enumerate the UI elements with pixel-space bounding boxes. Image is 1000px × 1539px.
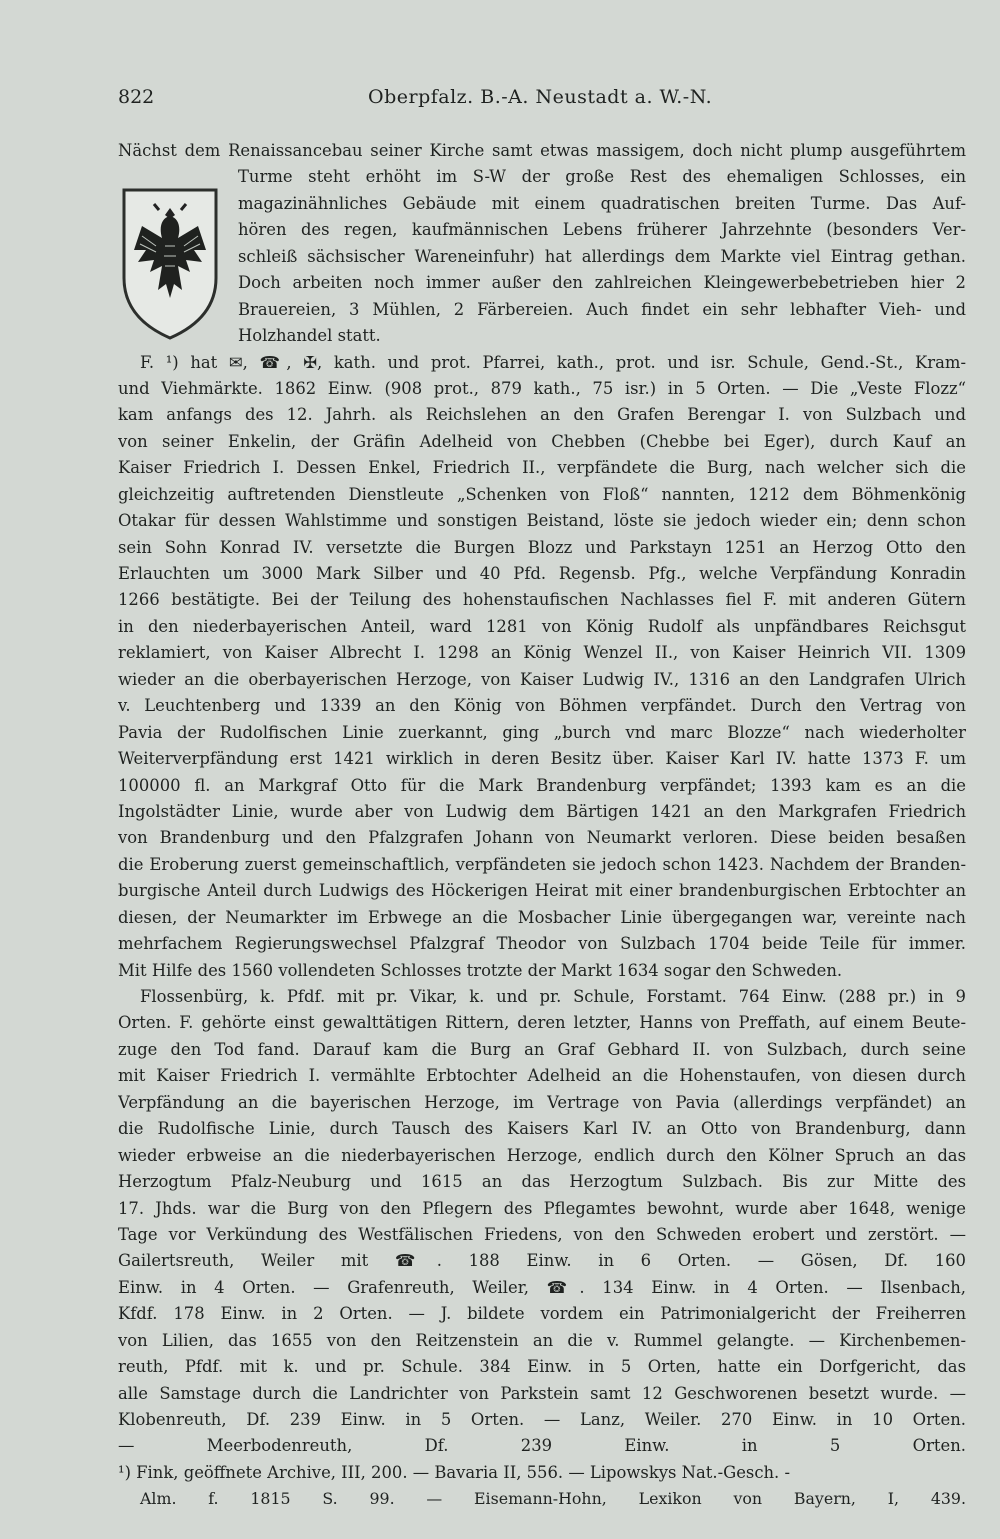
text-line: Doch arbeiten noch immer außer den zahlreichen Kleingewerbebetrieben hier 2 (238, 273, 966, 293)
text-line: die Eroberung zuerst gemeinschaftlich, verpfändeten sie jedoch schon 1423. Nachdem der Branden- (118, 854, 966, 874)
text-line: mehrfachem Regierungswechsel Pfalzgraf Theodor von Sulzbach 1704 beide Teile für immer. (118, 934, 966, 954)
text-line: Flossenbürg, k. Pfdf. mit pr. Vikar, k. und pr. Schule, Forstamt. 764 Einw. (288 pr.) in 9 (140, 987, 966, 1006)
text-line: von Lilien, das 1655 von den Reitzenstein an die v. Rummel gelangte. — Kirchenbemen- (118, 1330, 966, 1350)
text-line: gleichzeitig auftretenden Dienstleute „Schenken von Floß“ nannten, 1212 dem Böhmenkönig (118, 484, 966, 504)
text-line: kam anfangs des 12. Jahrh. als Reichslehen an den Grafen Berengar I. von Sulzbach und (118, 405, 966, 425)
text-line: F. ¹) hat ✉, ☎, ✠, kath. und prot. Pfarrei, kath., prot. und isr. Schule, Gend.-St., Kram- (140, 352, 966, 372)
text-line: von Brandenburg und den Pfalzgrafen Johann von Neumarkt verloren. Diese beiden besaßen (118, 828, 966, 848)
text-line: — Meerbodenreuth, Df. 239 Einw. in 5 Orten. (118, 1436, 966, 1456)
text-line: von seiner Enkelin, der Gräfin Adelheid von Chebben (Chebbe bei Eger), durch Kauf an (118, 431, 966, 451)
text-line: schleiß sächsischer Wareneinfuhr) hat allerdings dem Markte viel Eintrag gethan. (238, 246, 966, 266)
text-line: Klobenreuth, Df. 239 Einw. in 5 Orten. — Lanz, Weiler. 270 Einw. in 10 Orten. (118, 1410, 966, 1429)
text-line: reklamiert, von Kaiser Albrecht I. 1298 an König Wenzel II., von Kaiser Heinrich VII. 1309 (118, 643, 966, 663)
text-line: Otakar für dessen Wahlstimme und sonstigen Beistand, löste sie jedoch wieder ein; denn schon (118, 511, 966, 531)
text-line: Orten. F. gehörte einst gewalttätigen Rittern, deren letzter, Hanns von Preffath, auf einem Beute- (118, 1013, 966, 1033)
text-line: alle Samstage durch die Landrichter von Parkstein samt 12 Geschworenen besetzt wurde. — (118, 1383, 966, 1403)
running-head: Oberpfalz. B.-A. Neustadt a. W.-N. (368, 86, 713, 108)
text-line: Kfdf. 178 Einw. in 2 Orten. — J. bildete vordem ein Patrimonialgericht der Freiherren (118, 1304, 966, 1324)
text-line: Ingolstädter Linie, wurde aber von Ludwig dem Bärtigen 1421 an den Markgrafen Friedrich (118, 801, 966, 821)
text-line: und Viehmärkte. 1862 Einw. (908 prot., 879 kath., 75 isr.) in 5 Orten. — Die „Veste Flozz“ (118, 378, 966, 398)
text-line: in den niederbayerischen Anteil, ward 1281 von König Rudolf als unpfändbares Reichsgut (118, 616, 966, 636)
text-line: Mit Hilfe des 1560 vollendeten Schlosses trotzte der Markt 1634 sogar den Schweden. (118, 960, 843, 980)
text-line: magazinähnliches Gebäude mit einem quadratischen breiten Turme. Das Auf- (238, 193, 966, 213)
page-header (118, 86, 904, 116)
text-line: Tage vor Verkündung des Westfälischen Friedens, von den Schweden erobert und zerstört. — (118, 1224, 966, 1244)
text-line: Holzhandel statt. (238, 326, 381, 346)
footnote-line (118, 1513, 966, 1539)
body-text (118, 138, 966, 1539)
text-line: burgische Anteil durch Ludwigs des Höckerigen Heirat mit einer brandenburgischen Erbtochter an (118, 881, 966, 901)
text-line: Herzogtum Pfalz-Neuburg und 1615 an das Herzogtum Sulzbach. Bis zur Mitte des (118, 1172, 966, 1192)
text-line: Einw. in 4 Orten. — Grafenreuth, Weiler, ☎. 134 Einw. in 4 Orten. — Ilsenbach, (118, 1277, 966, 1297)
text-line: mit Kaiser Friedrich I. vermählte Erbtochter Adelheid an die Hohenstaufen, von diesen durch (118, 1066, 966, 1086)
text-line: Weiterverpfändung erst 1421 wirklich in deren Besitz über. Kaiser Karl IV. hatte 1373 F. um (118, 749, 966, 769)
text-line: Erlauchten um 3000 Mark Silber und 40 Pfd. Regensb. Pfg., welche Verpfändung Konradin (118, 564, 966, 583)
text-line: wieder erbweise an die niederbayerischen Herzoge, endlich durch den Kölner Spruch an das (118, 1145, 966, 1165)
text-line: reuth, Pfdf. mit k. und pr. Schule. 384 Einw. in 5 Orten, hatte ein Dorfgericht, das (118, 1357, 966, 1377)
page-number: 822 (118, 86, 155, 108)
text-line: wieder an die oberbayerischen Herzoge, von Kaiser Ludwig IV., 1316 an den Landgrafen Ulrich (118, 669, 966, 689)
text-line: Gailertsreuth, Weiler mit ☎. 188 Einw. in 6 Orten. — Gösen, Df. 160 (118, 1251, 966, 1271)
text-line: 100000 fl. an Markgraf Otto für die Mark Brandenburg verpfändet; 1393 kam es an die (118, 775, 966, 795)
text-line: Brauereien, 3 Mühlen, 2 Färbereien. Auch findet ein sehr lebhafter Vieh- und (238, 299, 966, 319)
text-line: 1266 bestätigte. Bei der Teilung des hohenstaufischen Nachlasses fiel F. mit anderen Gütern (118, 590, 966, 610)
text-line: die Rudolfische Linie, durch Tausch des Kaisers Karl IV. an Otto von Brandenburg, dann (118, 1119, 966, 1139)
text-line: Pavia der Rudolfischen Linie zuerkannt, ging „burch vnd marc Blozze“ nach wiederholter (118, 722, 966, 742)
text-line: hören des regen, kaufmännischen Lebens früherer Jahrzehnte (besonders Ver- (238, 220, 966, 240)
text-line: Turme steht erhöht im S-W der große Rest des ehemaligen Schlosses, ein (238, 167, 966, 187)
text-line: diesen, der Neumarkter im Erbwege an die Mosbacher Linie übergegangen war, vereinte nach (118, 907, 966, 927)
footnote-line: Alm. f. 1815 S. 99. — Eisemann-Hohn, Lexikon von Bayern, I, 439. (140, 1489, 966, 1509)
text-line: ¹) Fink, geöffnete Archive, III, 200. — Bavaria II, 556. — Lipowskys Nat.-Gesch. - (118, 1462, 791, 1482)
text-line: v. Leuchtenberg und 1339 an den König von Böhmen verpfändet. Durch den Vertrag von (118, 696, 966, 716)
text-line: zuge den Tod fand. Darauf kam die Burg an Graf Gebhard II. von Sulzbach, durch seine (118, 1039, 966, 1059)
text-line: Verpfändung an die bayerischen Herzoge, im Vertrage von Pavia (allerdings verpfändet) an (118, 1092, 966, 1112)
text-line: sein Sohn Konrad IV. versetzte die Burgen Blozz und Parkstayn 1251 an Herzog Otto den (118, 537, 966, 557)
text-line: Kaiser Friedrich I. Dessen Enkel, Friedrich II., verpfändete die Burg, nach welcher sich die (118, 458, 966, 478)
text-line: 17. Jhds. war die Burg von den Pflegern des Pflegamtes bewohnt, wurde aber 1648, wenige (118, 1198, 966, 1218)
text-line: Nächst dem Renaissancebau seiner Kirche samt etwas massigem, doch nicht plump ausgeführtem (118, 141, 966, 160)
